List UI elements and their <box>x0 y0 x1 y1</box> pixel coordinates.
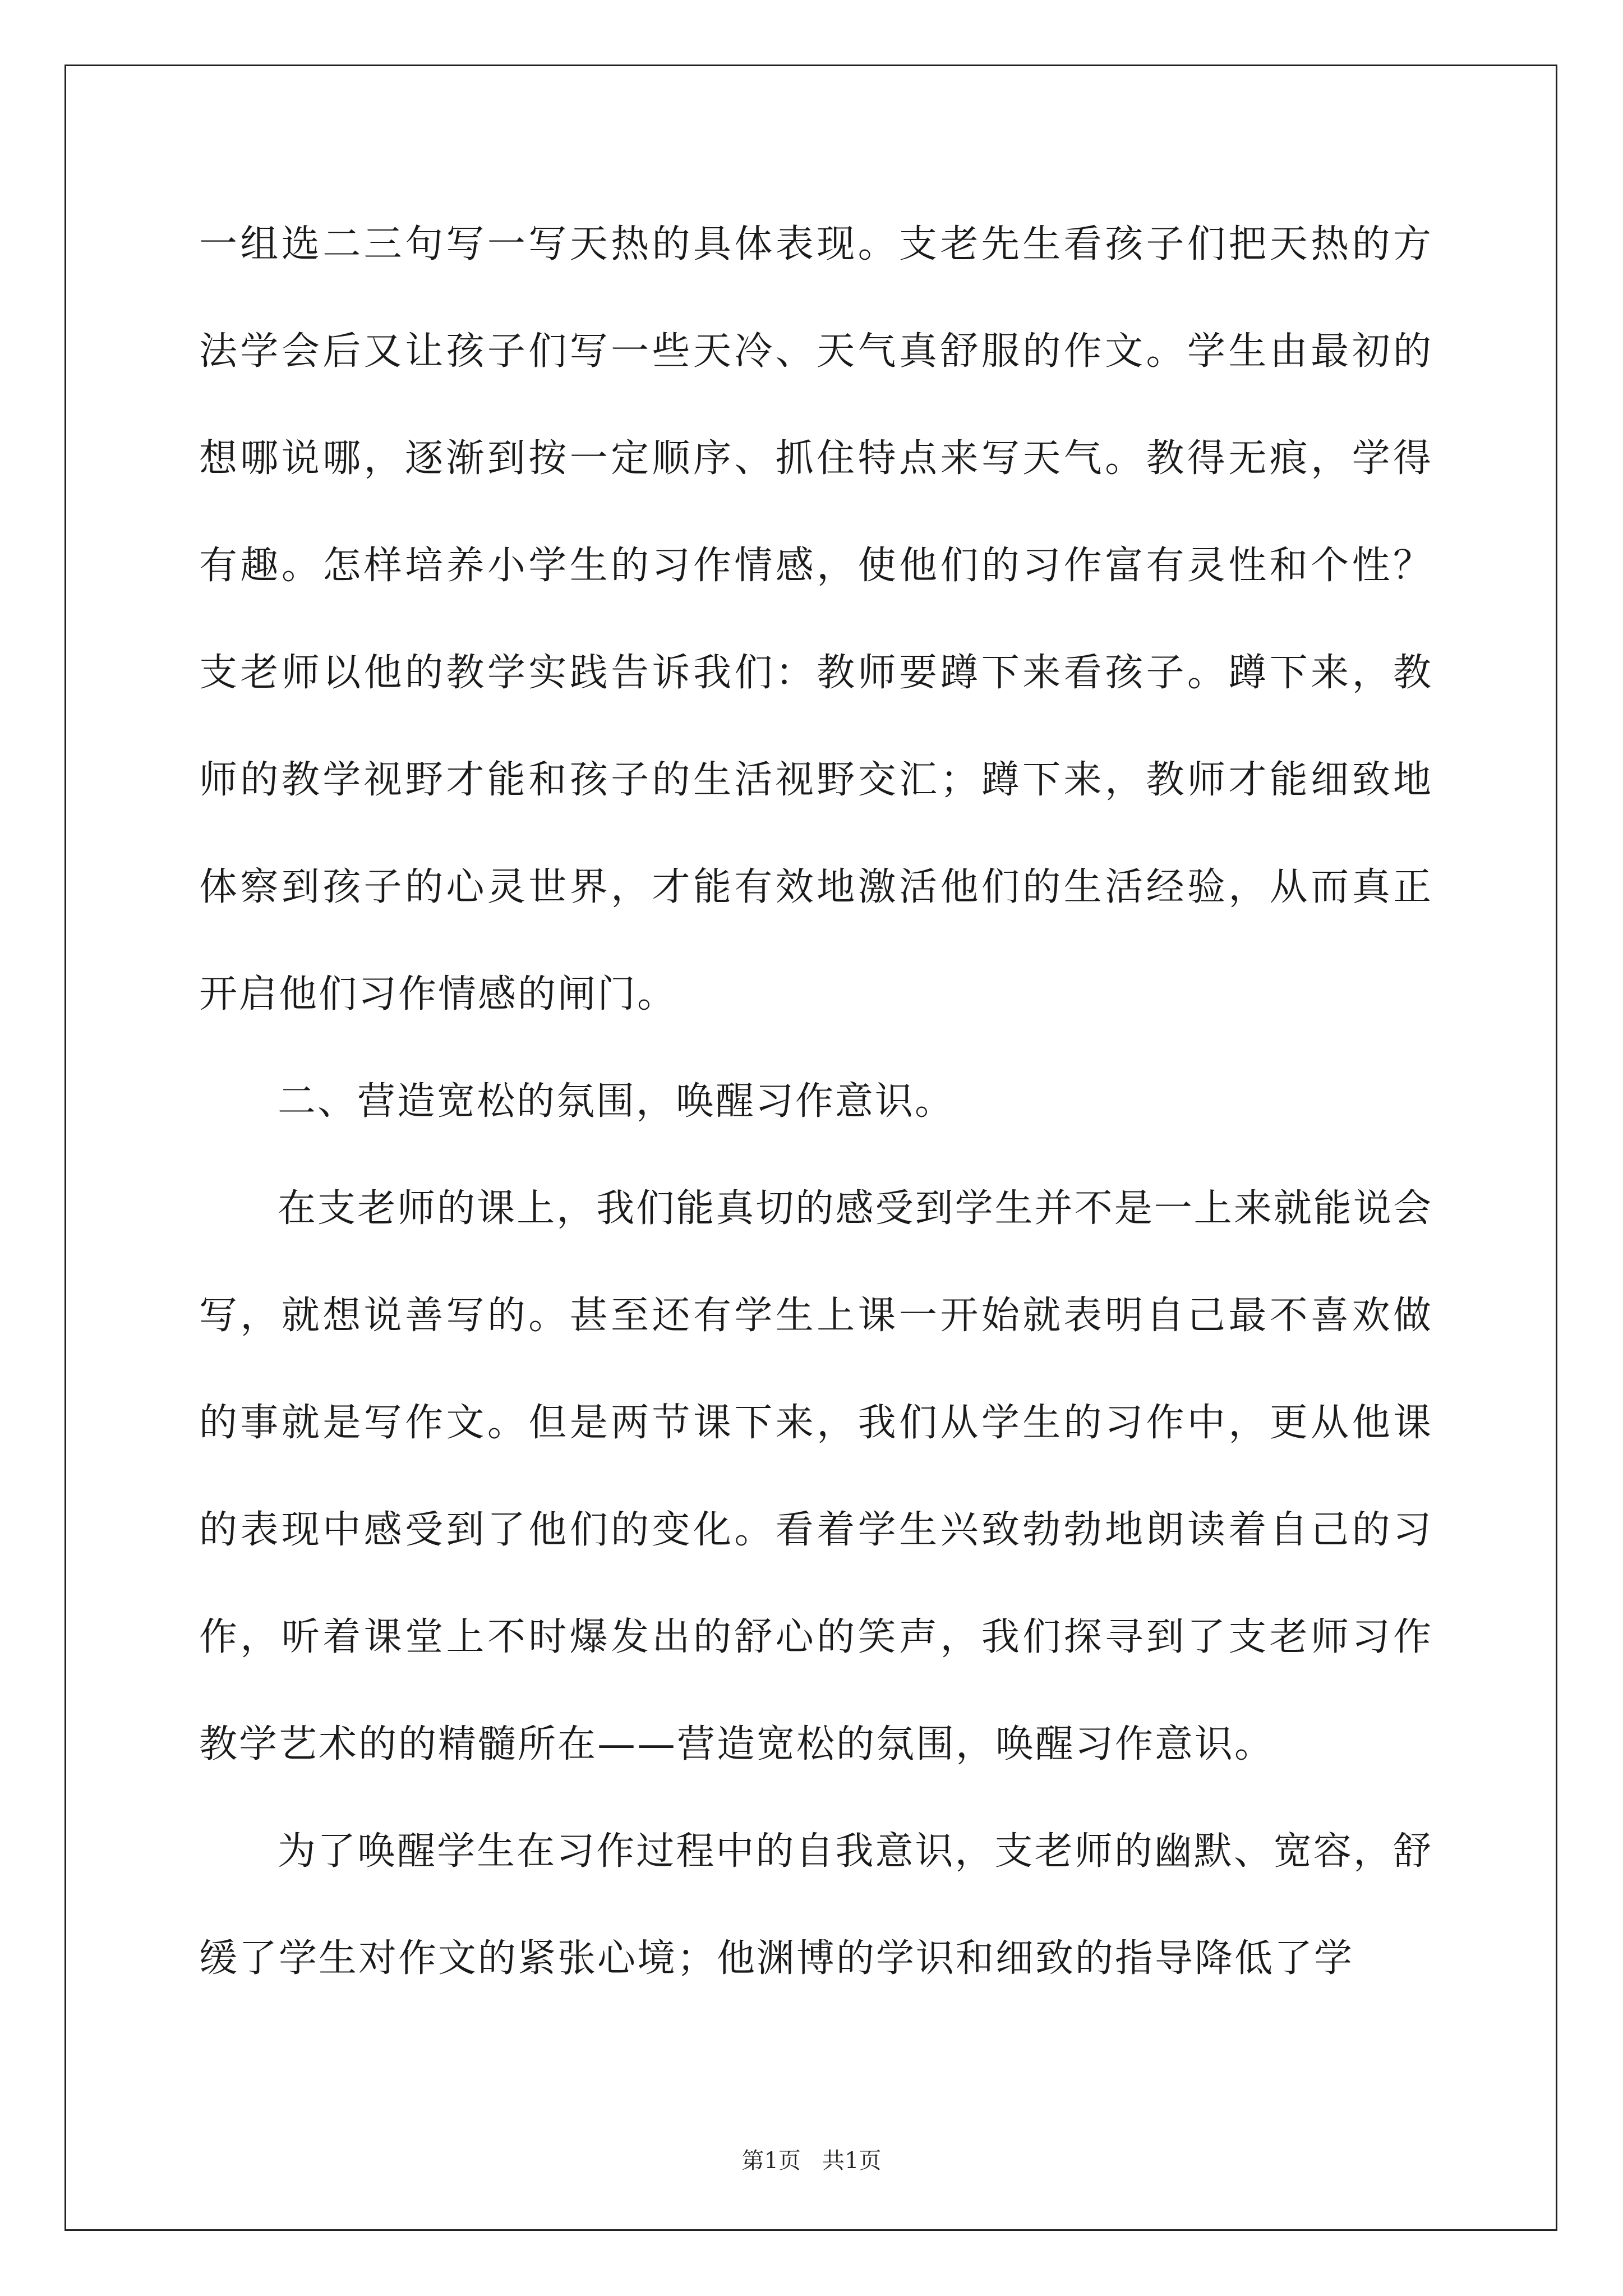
paragraph-continuation: 一组选二三句写一写天热的具体表现。支老先生看孩子们把天热的方法学会后又让孩子们写一些天冷、天气真舒服的作文。学生由最初的想哪说哪，逐渐到按一定顺序、抓住特点来写天气。教得无痕，学得有趣。怎样培养小学生的习作情感，使他们的习作富有灵性和个性？支老师以他的教学实践告诉我们：教师要蹲下来看孩子。蹲下来，教师的教学视野才能和孩子的生活视野交汇；蹲下来，教师才能细致地体察到孩子的心灵世界，才能有效地激活他们的生活经验，从而真正开启他们习作情感的闸门。 <box>199 222 1433 1016</box>
paragraph: 在支老师的课上，我们能真切的感受到学生并不是一上来就能说会写，就想说善写的。甚至还有学生上课一开始就表明自己最不喜欢做的事就是写作文。但是两节课下来，我们从学生的习作中，更从他课的表现中感受到了他们的变化。看着学生兴致勃勃地朗读着自己的习作，听着课堂上不时爆发出的舒心的笑声，我们探寻到了支老师习作教学艺术的的精髓所在——营造宽松的氛围，唤醒习作意识。 <box>199 1186 1433 1766</box>
page-footer <box>0 2143 1623 2175</box>
page-number: 第1页 共1页 <box>741 2148 882 2174</box>
document-body <box>199 191 1433 2012</box>
section-heading: 二、营造宽松的氛围，唤醒习作意识。 <box>278 1079 955 1124</box>
paragraph: 为了唤醒学生在习作过程中的自我意识，支老师的幽默、宽容，舒缓了学生对作文的紧张心境；他渊博的学识和细致的指导降低了学 <box>199 1829 1433 1981</box>
